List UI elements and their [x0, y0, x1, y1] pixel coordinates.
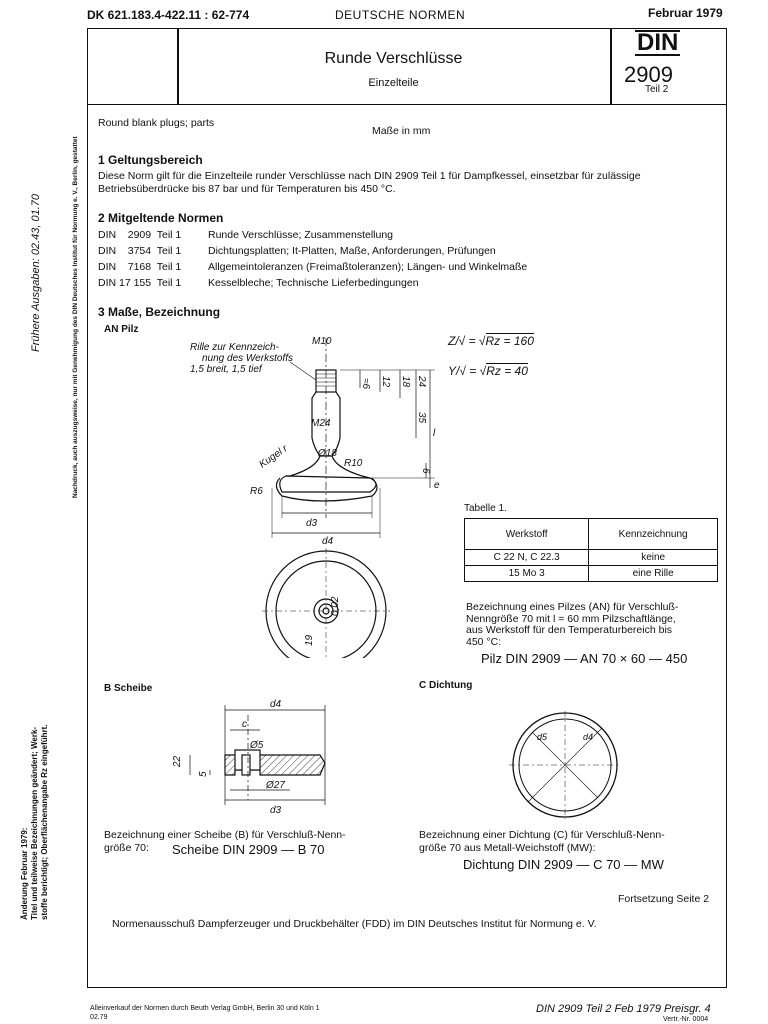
scheibe-d5: Ø5 [250, 740, 264, 751]
section-1-title: 1 Geltungsbereich [98, 153, 203, 167]
dichtung-d4: d4 [583, 732, 594, 742]
rz160-value: Rz = 160 [485, 334, 534, 348]
pilz-designation-code: Pilz DIN 2909 — AN 70 × 60 — 450 [481, 651, 688, 666]
norm-code: DIN 7168 Teil 1 [98, 261, 182, 273]
pilz-d4: d4 [322, 536, 334, 547]
scheibe-label: B Scheibe [104, 683, 153, 694]
material-table [464, 518, 718, 582]
section-1-text-2: Betriebsüberdrücke bis 87 bar und für Temperaturen bis 450 °C. [98, 183, 396, 195]
dichtung-designation-2: größe 70 aus Metall-Weichstoff (MW): [419, 842, 596, 854]
pilz-dim-35: 35 [416, 412, 427, 424]
surface-y: Y/√ = √Rz = 40 [448, 364, 528, 378]
pilz-r6: R6 [250, 486, 263, 497]
pilz-dim-24: 24 [416, 376, 427, 388]
pilz-dim-002: 0,02 [330, 596, 341, 616]
norm-code: DIN 3754 Teil 1 [98, 245, 182, 257]
amendment-note [20, 724, 50, 920]
committee-note: Normenausschuß Dampferzeuger und Druckbehälter (FDD) im DIN Deutsches Institut für Normung e. V. [112, 918, 597, 930]
scheibe-d4: d4 [270, 699, 282, 710]
scheibe-designation-1: Bezeichnung einer Scheibe (B) für Verschluß-Nenn- [104, 829, 346, 841]
table-cell: 15 Mo 3 [465, 566, 589, 582]
pilz-m10: M10 [312, 336, 332, 347]
norm-code: DIN 17 155 Teil 1 [98, 277, 182, 289]
norm-text: Dichtungsplatten; It-Platten, Maße, Anforderungen, Prüfungen [208, 245, 496, 257]
scheibe-d3: d3 [270, 805, 282, 816]
din-number: 2909 [624, 62, 673, 87]
dichtung-designation-1: Bezeichnung einer Dichtung (C) für Verschluß-Nenn- [419, 829, 665, 841]
footer-vertr: Vertr.-Nr. 0004 [663, 1016, 709, 1023]
reprint-notice: Nachdruck, auch auszugsweise, nur mit Genehmigung des DIN Deutsches Institut für Normung e. V., Berlin, gestattet [72, 136, 79, 498]
units-note: Maße in mm [372, 125, 431, 137]
norm-text: Allgemeintoleranzen (Freimaßtoleranzen); Längen- und Winkelmaße [208, 261, 528, 273]
table-header: Kennzeichnung [589, 519, 718, 550]
table-header-row [465, 519, 718, 550]
page-title: Runde Verschlüsse [324, 50, 463, 67]
pilz-dim-12: 12 [380, 376, 391, 388]
surface-z: Z/√ = √Rz = 160 [448, 334, 534, 348]
pilz-r10: R10 [344, 458, 363, 469]
pilz-bez-line: 450 °C: [466, 635, 502, 648]
english-title: Round blank plugs; parts [98, 117, 215, 129]
rille-note [190, 342, 293, 375]
publisher: DEUTSCHE NORMEN [335, 8, 466, 22]
norm-code: DIN 2909 Teil 1 [98, 229, 182, 241]
pilz-m24: M24 [311, 418, 331, 429]
continuation-note: Fortsetzung Seite 2 [618, 893, 710, 905]
rz40-value: Rz = 40 [486, 364, 528, 378]
scheibe-designation-code: Scheibe DIN 2909 — B 70 [172, 842, 325, 857]
table-row [465, 566, 718, 582]
scheibe-drawing [170, 695, 350, 825]
pilz-bez-line: Nenngröße 70 mit l = 60 mm Pilzschaftlänge, [466, 612, 676, 625]
rille-note-line: 1,5 breit, 1,5 tief [190, 364, 262, 375]
scheibe-d27: Ø27 [266, 780, 285, 791]
table-cell: keine [589, 550, 718, 566]
din-logo: DIN [637, 29, 679, 56]
pilz-d3: d3 [306, 518, 318, 529]
pilz-dim-e: e [434, 480, 440, 491]
pilz-dim-6a: ≈6 [360, 378, 371, 390]
pilz-drawing [220, 328, 460, 658]
footer-right: DIN 2909 Teil 2 Feb 1979 Preisgr. 4 [536, 1003, 711, 1015]
din-part: Teil 2 [645, 84, 669, 95]
scheibe-c: c [242, 719, 247, 730]
scheibe-dim-5: 5 [198, 771, 209, 777]
norm-text: Runde Verschlüsse; Zusammenstellung [208, 229, 394, 241]
pilz-kugel: Kugel r [257, 443, 290, 471]
section-1-text-1: Diese Norm gilt für die Einzelteile runder Verschlüsse nach DIN 2909 Teil 1 für Dampfkessel, einsetzbar für zulässige [98, 170, 641, 182]
section-2-title: 2 Mitgeltende Normen [98, 211, 224, 225]
table-cell: C 22 N, C 22.3 [465, 550, 589, 566]
section-3-title: 3 Maße, Bezeichnung [98, 305, 221, 319]
issue-date: Februar 1979 [648, 6, 723, 20]
dichtung-label: C Dichtung [419, 680, 473, 691]
pilz-label: AN Pilz [104, 324, 139, 335]
dichtung-designation-code: Dichtung DIN 2909 — C 70 — MW [463, 857, 664, 872]
amendment-title: Änderung Februar 1979: [20, 827, 29, 920]
pilz-dim-19: 19 [304, 634, 315, 646]
rille-note-line: nung des Werkstoffs [202, 353, 293, 364]
pilz-dim-l: l [433, 428, 436, 439]
pilz-dim-18: 18 [400, 376, 411, 388]
dichtung-drawing [505, 710, 625, 820]
scheibe-designation-2: größe 70: [104, 842, 149, 854]
pilz-bez-line: aus Werkstoff für den Temperaturbereich bis [466, 624, 673, 636]
page-subtitle: Einzelteile [368, 77, 419, 89]
pilz-d18: Ø18 [318, 448, 337, 459]
previous-editions: Frühere Ausgaben: 02.43, 01.70 [30, 194, 42, 352]
amendment-line: Titel und teilweise Bezeichnungen geändert; Werk- [30, 726, 39, 920]
table-cell: eine Rille [589, 566, 718, 582]
norm-text: Kesselbleche; Technische Lieferbedingungen [208, 277, 419, 289]
pilz-bez-line: Bezeichnung eines Pilzes (AN) für Verschluß- [466, 601, 679, 613]
amendment-line: stoffe berichtigt; Oberflächenangabe Rz eingeführt. [40, 724, 49, 920]
rille-note-line: Rille zur Kennzeich- [190, 342, 279, 353]
dichtung-d5: d5 [537, 732, 548, 742]
pilz-dim-6b: 6 [420, 468, 431, 474]
pilz-designation-text [466, 602, 718, 648]
dk-number: DK 621.183.4-422.11 : 62-774 [87, 8, 250, 22]
divider-right [610, 28, 612, 105]
scheibe-dim-22: 22 [172, 755, 183, 767]
footer-code-date: 02.79 [90, 1014, 108, 1021]
table-header: Werkstoff [465, 519, 589, 550]
footer-beuth: Alleinverkauf der Normen durch Beuth Verlag GmbH, Berlin 30 und Köln 1 [90, 1005, 320, 1012]
table-caption: Tabelle 1. [464, 503, 507, 514]
table-row [465, 550, 718, 566]
